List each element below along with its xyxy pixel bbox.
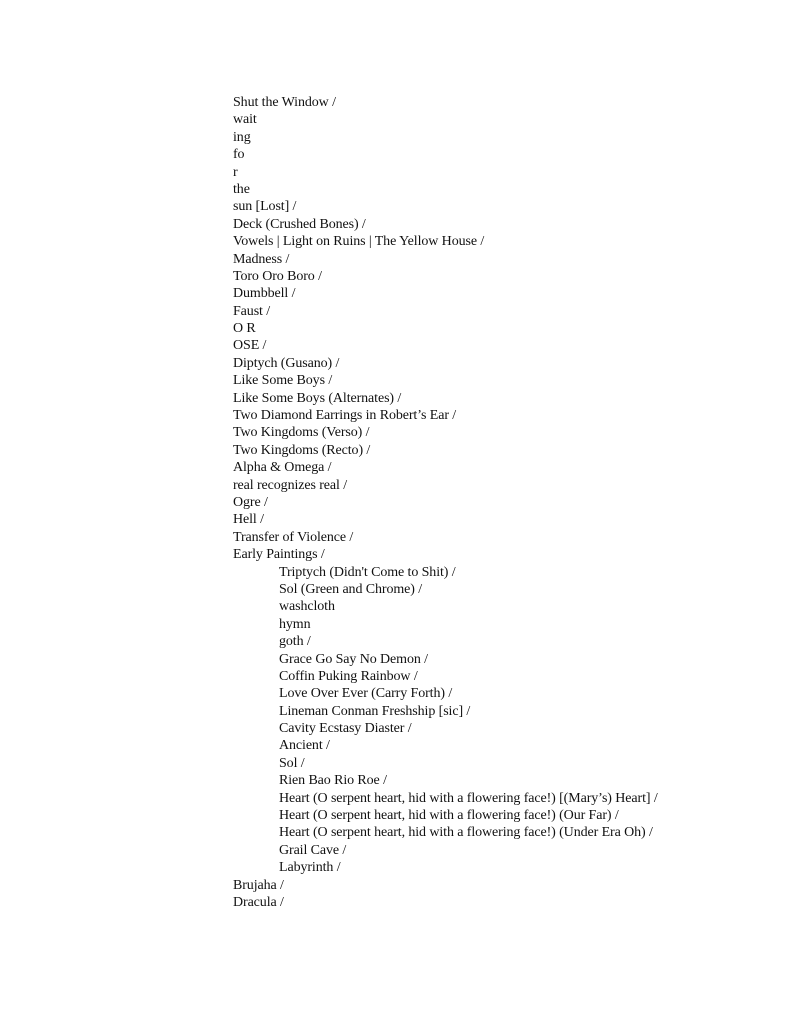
list-item: fo [233, 147, 245, 163]
list-item: Diptych (Gusano) / [233, 355, 340, 371]
list-item-indented: Lineman Conman Freshship [sic] / [279, 703, 471, 719]
list-item-indented: Triptych (Didn't Come to Shit) / [279, 564, 456, 580]
list-item-indented: Rien Bao Rio Roe / [279, 773, 387, 789]
list-item: Brujaha / [233, 877, 284, 893]
list-item: Dracula / [233, 894, 284, 910]
list-item: Like Some Boys / [233, 373, 333, 389]
list-item: Ogre / [233, 494, 268, 510]
list-item-indented: Grail Cave / [279, 842, 347, 858]
list-item: Like Some Boys (Alternates) / [233, 390, 402, 406]
list-item-indented: Heart (O serpent heart, hid with a flowering face!) (Under Era Oh) / [279, 825, 653, 841]
list-item-indented: Labyrinth / [279, 860, 341, 876]
list-item: r [233, 164, 238, 180]
list-item: the [233, 181, 250, 197]
list-item-indented: washcloth [279, 599, 335, 615]
list-item: OSE / [233, 338, 267, 354]
list-item-indented: Ancient / [279, 738, 330, 754]
list-item-indented: Heart (O serpent heart, hid with a flowering face!) [(Mary’s) Heart] / [279, 790, 658, 806]
list-item: Shut the Window / [233, 95, 336, 110]
list-item-indented: Love Over Ever (Carry Forth) / [279, 686, 453, 702]
list-item-indented: goth / [279, 634, 311, 650]
list-item: real recognizes real / [233, 477, 348, 493]
list-item: Hell / [233, 512, 264, 528]
list-item: Vowels | Light on Ruins | The Yellow House / [233, 234, 485, 250]
list-item: Two Kingdoms (Recto) / [233, 442, 371, 458]
list-item: ing [233, 129, 251, 145]
list-item-indented: Sol / [279, 755, 305, 771]
list-item: O R [233, 321, 256, 337]
list-item: Two Diamond Earrings in Robert’s Ear / [233, 408, 457, 424]
list-item: Toro Oro Boro / [233, 268, 322, 284]
list-item-indented: Cavity Ecstasy Diaster / [279, 721, 412, 737]
list-item: Deck (Crushed Bones) / [233, 216, 366, 232]
list-item-indented: Coffin Puking Rainbow / [279, 668, 418, 684]
list-item-indented: Sol (Green and Chrome) / [279, 581, 423, 597]
list-item: Early Paintings / [233, 547, 325, 563]
list-item: Two Kingdoms (Verso) / [233, 425, 370, 441]
list-item: sun [Lost] / [233, 199, 297, 215]
title-list [233, 94, 773, 911]
list-item-indented: hymn [279, 616, 311, 632]
list-item: Madness / [233, 251, 290, 267]
list-item: wait [233, 112, 257, 128]
list-item-indented: Grace Go Say No Demon / [279, 651, 428, 667]
list-item: Dumbbell / [233, 286, 296, 302]
list-item: Faust / [233, 303, 271, 319]
list-item: Transfer of Violence / [233, 529, 354, 545]
list-item-indented: Heart (O serpent heart, hid with a flowering face!) (Our Far) / [279, 808, 619, 824]
list-item: Alpha & Omega / [233, 460, 332, 476]
